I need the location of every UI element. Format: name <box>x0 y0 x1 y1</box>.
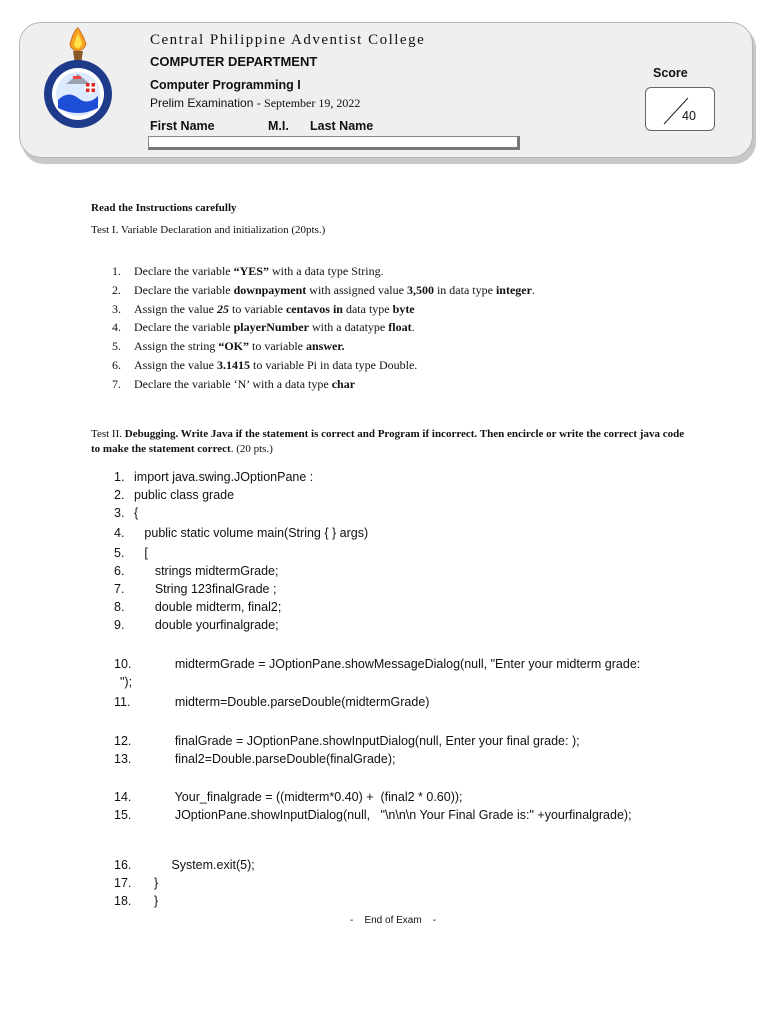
test1-item-text: Assign the value <box>134 357 217 372</box>
code-line <box>120 675 132 689</box>
code-line-number: 11. <box>114 695 131 709</box>
code-line-text: midtermGrade = JOptionPane.showMessageDialog(null, "Enter your midterm grade: <box>154 657 641 671</box>
test1-list <box>112 262 535 394</box>
test1-item-text: integer <box>495 282 532 297</box>
test1-item-text: data type <box>342 301 393 316</box>
code-line-number: 5. <box>114 546 125 560</box>
code-line-text: JOptionPane.showInputDialog(null, "\n\n\n Your Final Grade is:" +yourfinalgrade); <box>154 808 632 822</box>
test1-item-text: downpayment <box>233 282 307 297</box>
mi-label: M.I. <box>268 119 289 133</box>
code-line-text: { <box>134 506 139 520</box>
code-line-text: } <box>154 894 159 908</box>
test1-item-text: Assign the string <box>134 339 219 354</box>
code-line-number: 14. <box>114 790 132 804</box>
code-line-number: 15. <box>114 808 132 822</box>
test1-item <box>112 281 535 300</box>
code-line-number: 17. <box>114 876 132 890</box>
test1-item <box>112 375 535 394</box>
code-line-text: [ <box>134 546 148 560</box>
exam-prefix: Prelim Examination - <box>150 96 265 110</box>
test1-item-text: Assign the value <box>134 301 217 316</box>
test1-item-text: centavos in <box>285 301 343 316</box>
code-line-text: import java.swing.JOptionPane : <box>134 470 314 484</box>
code-line-number: 7. <box>114 582 125 596</box>
test1-item-text: Declare the variable <box>134 282 234 297</box>
code-line <box>114 564 278 578</box>
code-line-text: "); <box>120 675 133 689</box>
code-line-text: } <box>154 876 159 890</box>
test1-item-text: byte <box>392 301 415 316</box>
test1-item <box>112 337 535 356</box>
test1-item-number: 5. <box>112 339 121 354</box>
test1-item <box>112 300 535 319</box>
test1-item-text: playerNumber <box>233 320 309 335</box>
college-seal-icon <box>28 26 128 136</box>
test1-item-text: to variable <box>249 339 306 354</box>
code-line <box>114 752 395 766</box>
test1-item-number: 6. <box>112 357 121 372</box>
test2-title <box>91 427 691 457</box>
test1-item-number: 4. <box>112 320 121 335</box>
test1-item-text: “OK” <box>218 339 250 354</box>
code-line <box>114 734 580 748</box>
code-line <box>114 526 368 540</box>
test1-item-text: . <box>531 282 535 297</box>
end-of-exam: - End of Exam - <box>350 915 437 926</box>
code-line-text: double midterm, final2; <box>134 600 282 614</box>
test1-item-text: to variable Pi in data type Double. <box>250 357 418 372</box>
code-line <box>114 790 463 804</box>
code-line-text: strings midtermGrade; <box>134 564 279 578</box>
department-name: COMPUTER DEPARTMENT <box>150 54 318 69</box>
test1-item-text: 3,500 <box>406 282 434 297</box>
code-line-number: 13. <box>114 752 132 766</box>
test1-item-text: 25 <box>217 301 229 316</box>
code-line-text: String 123finalGrade ; <box>134 582 277 596</box>
code-line <box>114 657 640 671</box>
code-line-text: public static volume main(String { } args) <box>134 526 369 540</box>
code-line-number: 1. <box>114 470 125 484</box>
test2-instructions: Debugging. Write Java if the statement is correct and Program if incorrect. Then encircle or write the correct java code to make the statement correct <box>91 428 685 455</box>
code-line <box>114 488 234 502</box>
code-line <box>114 618 279 632</box>
code-line-number: 6. <box>114 564 125 578</box>
score-slash-icon <box>646 88 714 130</box>
test1-item-text: 3.1415 <box>217 357 250 372</box>
test1-item-text: Declare the variable ‘N’ with a data type <box>134 376 332 391</box>
exam-title <box>150 96 360 111</box>
test1-item-number: 2. <box>112 282 121 297</box>
test1-item-text: with a datatype <box>308 320 389 335</box>
last-name-label: Last Name <box>310 119 374 133</box>
test1-item-text: in data type <box>433 282 496 297</box>
college-name: Central Philippine Adventist College <box>150 32 426 48</box>
code-line-number: 16. <box>114 858 132 872</box>
code-line <box>114 600 281 614</box>
score-total: 40 <box>682 109 696 123</box>
code-line <box>114 894 158 908</box>
test1-item-number: 3. <box>112 301 121 316</box>
test1-item <box>112 356 535 375</box>
test1-item-text: “YES” <box>233 264 269 278</box>
exam-date: September 19, 2022 <box>264 96 361 110</box>
name-field[interactable] <box>148 136 520 150</box>
code-line <box>114 808 632 822</box>
instructions-heading: Read the Instructions carefully <box>91 202 237 214</box>
test2-prefix: Test II. <box>91 428 125 440</box>
test1-item-text: answer. <box>306 339 345 354</box>
code-line-number: 12. <box>114 734 132 748</box>
code-line-text: final2=Double.parseDouble(finalGrade); <box>154 752 396 766</box>
test1-item-text: char <box>331 376 356 391</box>
test1-item-text: float <box>388 320 412 335</box>
code-line <box>114 582 276 596</box>
score-label: Score <box>653 66 688 80</box>
test1-item-text: Declare the variable <box>134 264 234 278</box>
course-name: Computer Programming I <box>150 78 301 92</box>
code-line-text: finalGrade = JOptionPane.showInputDialog(null, Enter your final grade: ); <box>154 734 580 748</box>
code-line <box>114 876 158 890</box>
code-line-text: Your_finalgrade = ((midterm*0.40) + (final2 * 0.60)); <box>154 790 463 804</box>
code-line-number: 8. <box>114 600 125 614</box>
code-line <box>114 470 313 484</box>
code-line-text: double yourfinalgrade; <box>134 618 279 632</box>
code-line-text: public class grade <box>134 488 235 502</box>
code-line-number: 10. <box>114 657 132 671</box>
test1-title: Test I. Variable Declaration and initialization (20pts.) <box>91 224 326 236</box>
code-line-number: 4. <box>114 526 125 540</box>
code-line-text: System.exit(5); <box>154 858 255 872</box>
test1-item-text: to variable <box>229 301 286 316</box>
test1-item-text: with a data type String. <box>268 264 384 278</box>
code-line-text: midterm=Double.parseDouble(midtermGrade) <box>154 695 430 709</box>
score-box <box>645 87 715 131</box>
code-line-number: 18. <box>114 894 132 908</box>
code-line-number: 3. <box>114 506 125 520</box>
test1-item-number: 7. <box>112 376 121 391</box>
test1-item-text: . <box>411 320 415 335</box>
test2-points: . (20 pts.) <box>230 443 273 455</box>
code-line-number: 9. <box>114 618 125 632</box>
code-line <box>114 695 429 709</box>
test1-item-text: Declare the variable <box>134 320 234 335</box>
test1-item-number: 1. <box>112 264 121 278</box>
first-name-label: First Name <box>150 119 215 133</box>
code-line-number: 2. <box>114 488 125 502</box>
code-line <box>114 506 138 520</box>
test1-item <box>112 262 535 281</box>
code-line <box>114 546 148 560</box>
code-line <box>114 858 255 872</box>
test1-item <box>112 318 535 337</box>
test1-item-text: with assigned value <box>306 282 407 297</box>
